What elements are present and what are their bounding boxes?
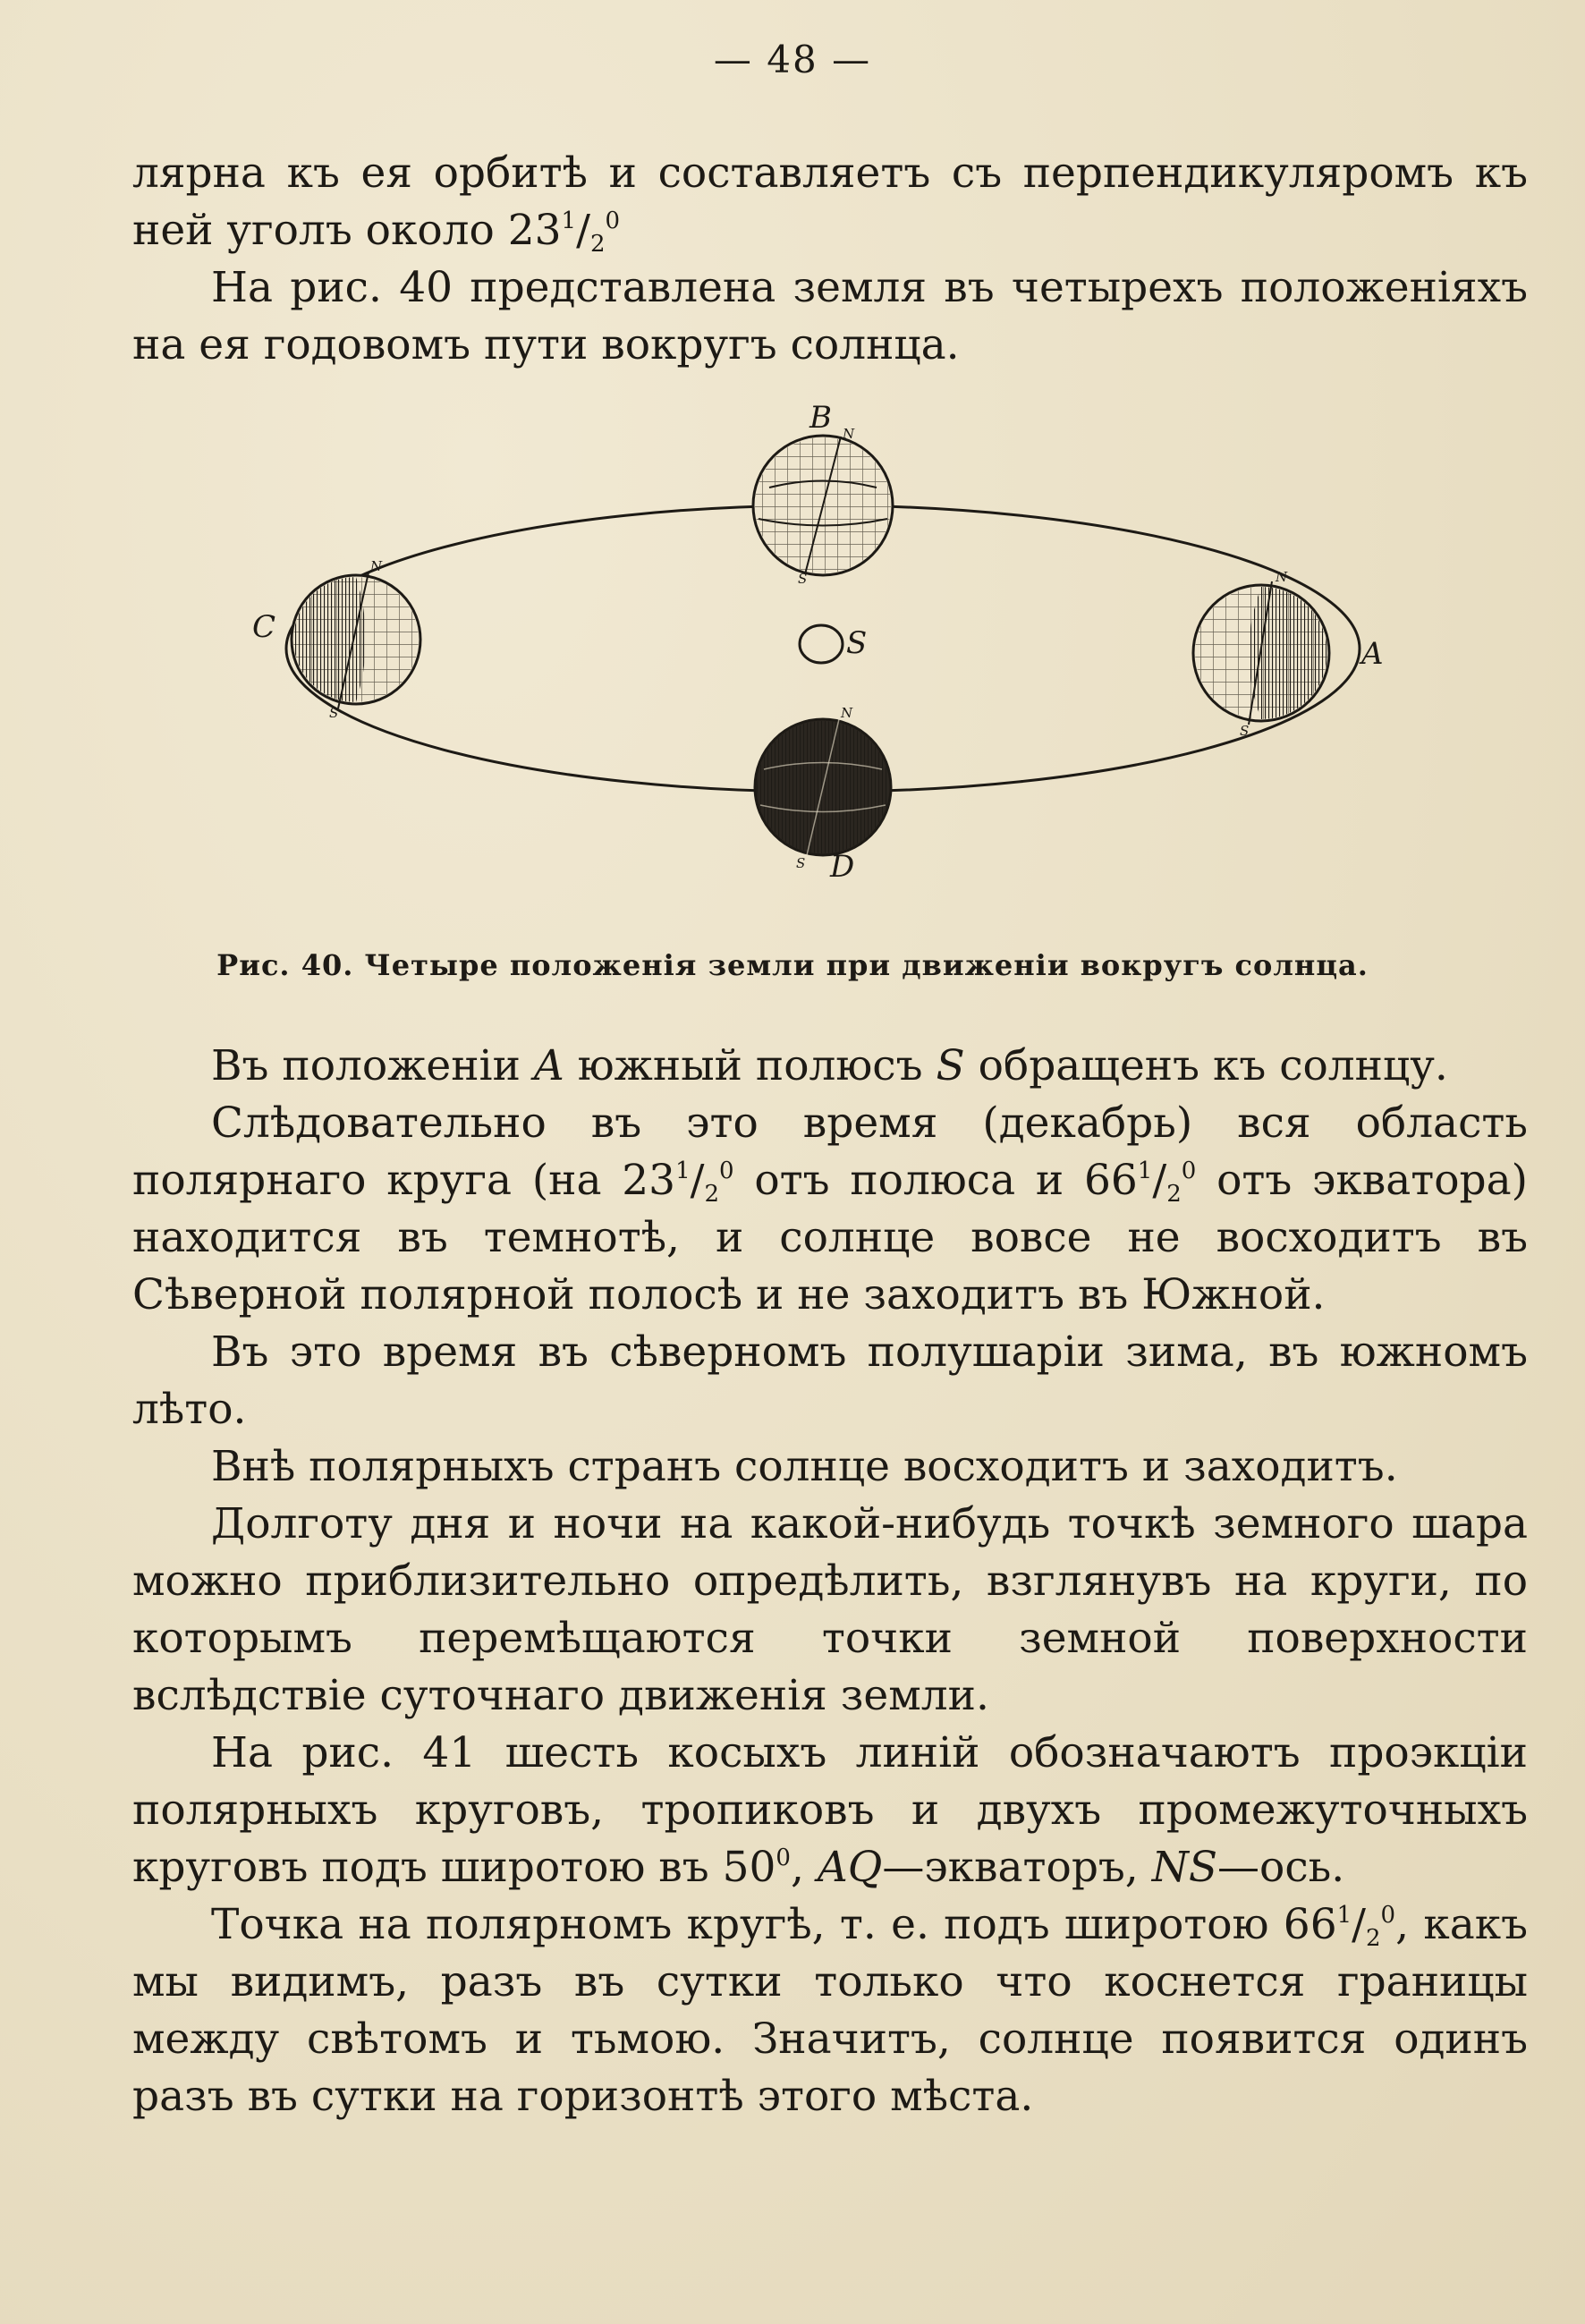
paragraph-5: Въ это время въ сѣверномъ полушаріи зима, въ южномъ лѣто. bbox=[132, 1327, 1528, 1434]
label-d: D bbox=[830, 849, 855, 885]
label-b: B bbox=[809, 400, 832, 436]
pole-n-c: N bbox=[370, 558, 383, 574]
pole-n-b: N bbox=[843, 426, 855, 442]
figure-caption: Рис. 40. Четыре положенія земли при движеніи вокругъ солнца. bbox=[216, 948, 1369, 982]
earth-position-c bbox=[252, 558, 420, 721]
paragraph-6: Внѣ полярныхъ странъ солнце восходитъ и заходитъ. bbox=[211, 1442, 1398, 1491]
pole-s-d: S bbox=[796, 855, 806, 871]
pole-s-c: S bbox=[329, 705, 339, 721]
pole-s-a: S bbox=[1240, 723, 1250, 739]
paragraph-7: Долготу дня и ночи на какой-нибудь точкѣ земного шара можно приблизительно опредѣлить, взглянувъ на круги, по которымъ перемѣщаются точки земной поверхности вслѣдствіе суточнаго движенія земли. bbox=[132, 1499, 1528, 1720]
text-block-top bbox=[132, 145, 1528, 374]
pole-n-a: N bbox=[1276, 569, 1288, 585]
paragraph-9: Точка на полярномъ кругѣ, т. е. подъ широтою $66^1/_2^0$, какъ мы видимъ, разъ въ сутки только что коснется границы между свѣтомъ и тьмою. Значитъ, солнце появится одинъ разъ въ сутки на горизонтѣ этого мѣста. bbox=[132, 1900, 1528, 2121]
label-sun-s: S bbox=[846, 625, 868, 661]
earth-position-a bbox=[1193, 569, 1384, 739]
label-c: C bbox=[252, 609, 276, 645]
pole-n-d: N bbox=[841, 705, 853, 721]
orbit-figure bbox=[224, 394, 1422, 895]
paragraph-4: Слѣдовательно въ это время (декабрь) вся область полярнаго круга (на $23^1/_2^0$ отъ полюса и $66^1/_2^0$ отъ экватора) находится въ темнотѣ, и солнце вовсе не восходитъ въ Сѣверной полярной полосѣ и не заходитъ въ Южной. bbox=[132, 1098, 1528, 1319]
text-block-main bbox=[132, 1038, 1528, 2125]
paragraph-8: На рис. 41 шесть косыхъ линій обозначаютъ проэкціи полярныхъ круговъ, тропиковъ и двухъ промежуточныхъ круговъ подъ широтою въ $50^0$, AQ—экваторъ, NS—ось. bbox=[132, 1728, 1528, 1892]
paragraph-1: лярна къ ея орбитѣ и составляетъ съ перпендикуляромъ къ ней уголъ около $23^1/_2^0$ bbox=[132, 148, 1528, 258]
earth-position-d bbox=[755, 705, 891, 885]
paragraph-3: Въ положеніи A южный полюсъ S обращенъ къ солнцу. bbox=[211, 1041, 1448, 1090]
pole-s-b: S bbox=[798, 571, 808, 587]
page-number: — 48 — bbox=[713, 38, 872, 81]
paragraph-2: На рис. 40 представлена земля въ четырехъ положеніяхъ на ея годовомъ пути вокругъ солнца. bbox=[132, 263, 1528, 369]
earth-position-b bbox=[753, 400, 893, 587]
label-a: A bbox=[1361, 636, 1384, 672]
sun bbox=[800, 625, 867, 663]
